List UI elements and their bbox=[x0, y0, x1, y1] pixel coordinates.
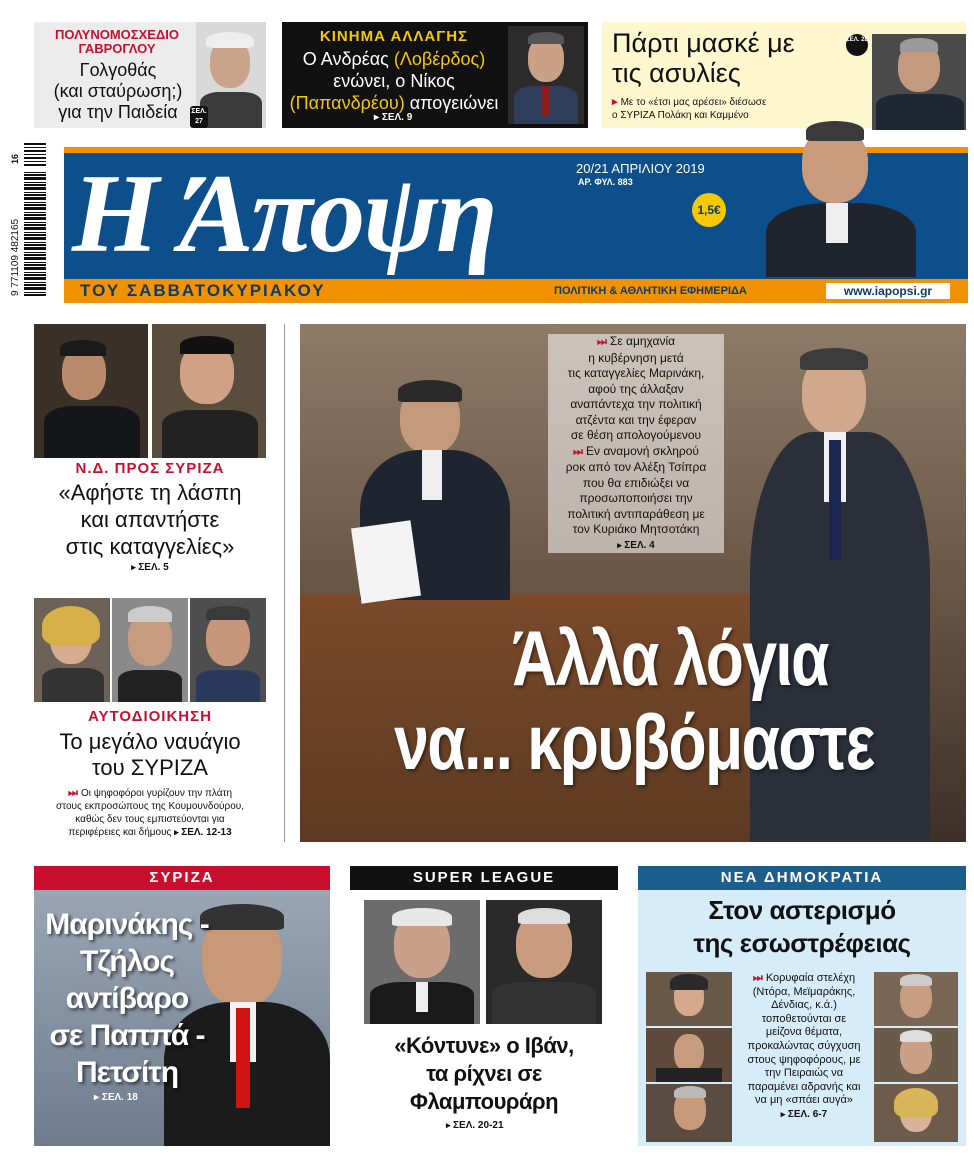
photo-polakis bbox=[766, 117, 916, 277]
barcode-digits: 9 771109 482165 bbox=[10, 218, 21, 296]
arrow-right-icon: ▸ bbox=[617, 539, 625, 550]
arrow-right-icon: ▸ bbox=[374, 112, 382, 123]
photo-bakoyanni bbox=[646, 972, 732, 1026]
teaser-kinal[interactable] bbox=[282, 22, 588, 128]
issue-date: 20/21 ΑΠΡΙΛΙΟΥ 2019 bbox=[576, 161, 705, 176]
arrow-right-icon: ▸ bbox=[94, 1092, 102, 1103]
story-headline: Το μεγάλο ναυάγιο του ΣΥΡΙΖΑ bbox=[59, 729, 241, 780]
teaser-headline: Ο Ανδρέας (Λοβέρδος) ενώνει, ο Νίκος (Παπανδρέου) απογειώνει bbox=[289, 49, 499, 113]
photo-loverdos bbox=[508, 26, 584, 124]
teaser-summary: ▸ Με το «έτσι μας αρέσει» διέσωσε ο ΣΥΡΙΖΑ Πολάκη και Καμμένο bbox=[612, 96, 767, 121]
teaser-headline: Πάρτι μασκέ με τις ασυλίες bbox=[612, 28, 795, 88]
section-bar: ΝΕΑ ΔΗΜΟΚΡΑΤΙΑ bbox=[638, 866, 966, 890]
page-ref: ▸ ΣΕΛ. 18 bbox=[94, 1092, 138, 1103]
double-arrow-icon: ⏭ bbox=[67, 787, 81, 799]
bottom-superleague[interactable] bbox=[350, 866, 618, 1146]
double-arrow-icon: ⏭ bbox=[573, 445, 586, 458]
masthead-subtitle: ΤΟΥ ΣΑΒΒΑΤΟΚΥΡΙΑΚΟΥ bbox=[80, 281, 326, 300]
page-tag: ΣΕΛ. 27 bbox=[190, 106, 208, 128]
photo-man-glasses bbox=[190, 598, 266, 702]
arrow-right-icon: ▸ bbox=[780, 1108, 788, 1119]
photo-woman bbox=[34, 598, 110, 702]
page-ref: ▸ ΣΕΛ. 12-13 bbox=[174, 827, 232, 838]
page-ref: ▸ ΣΕΛ. 20-21 bbox=[446, 1120, 504, 1131]
teaser-kicker: ΠΟΛΥΝΟΜΟΣΧΕΔΙΟ ΓΑΒΡΟΓΛΟΥ bbox=[55, 27, 179, 56]
story-headline: Μαρινάκης - Τζήλος αντίβαρο σε Παππά - Πετσίτη bbox=[45, 908, 209, 1089]
photo-nd-woman bbox=[874, 1084, 958, 1142]
photo-savvidis bbox=[364, 900, 480, 1024]
price-badge: 1,5€ bbox=[692, 193, 726, 227]
double-arrow-icon: ⏭ bbox=[596, 336, 610, 348]
story-body: ⏭ Οι ψηφοφόροι γυρίζουν την πλάτη στους εκπροσώπους της Κουμουνδούρου, καθώς δεν τους εμπιστεύονται για περιφέρειες και δήμους ▸ ΣΕΛ. 12-13 bbox=[55, 787, 244, 838]
barcode-icon bbox=[24, 172, 46, 296]
page-tag: ΣΕΛ. 28 bbox=[846, 34, 868, 56]
page-ref: ▸ ΣΕΛ. 9 bbox=[374, 112, 413, 123]
barcode-icon bbox=[24, 142, 46, 166]
tagline: ΠΟΛΙΤΙΚΗ & ΑΘΛΗΤΙΚΗ ΕΦΗΜΕΡΙΔΑ bbox=[554, 285, 747, 297]
page-ref: ▸ ΣΕΛ. 4 bbox=[617, 539, 655, 551]
story-kicker: Ν.Δ. ΠΡΟΣ ΣΥΡΙΖΑ bbox=[75, 460, 225, 477]
photo-pavlopoulos bbox=[874, 1028, 958, 1082]
photo-man-gray bbox=[112, 598, 188, 702]
left-story-local-text bbox=[34, 708, 266, 839]
page-ref: ▸ ΣΕΛ. 5 bbox=[131, 562, 169, 573]
story-headline: «Κόντυνε» ο Ιβάν, τα ρίχνει σε Φλαμπουράρη bbox=[394, 1033, 574, 1114]
photo-kammenos bbox=[872, 34, 966, 130]
story-body: ⏭ Κορυφαία στελέχη (Ντόρα, Μεϊμαράκης, Δένδιας, κ.ά.) τοποθετούνται σε μείζονα θέματα, προκαλώντας σύγχυση στους ψηφοφόρους, με την Πειραιώς να παραμένει αδρανής και να μη «σπάει αυγά» ▸ ΣΕΛ. 6-7 bbox=[736, 972, 872, 1122]
teaser-education[interactable] bbox=[34, 22, 266, 128]
arrow-right-icon: ▸ bbox=[131, 562, 139, 572]
photo-dendias bbox=[646, 1028, 732, 1082]
teaser-kicker: ΚΙΝΗΜΑ ΑΛΛΑΓΗΣ bbox=[319, 28, 469, 45]
story-headline: «Αφήστε τη λάσπη και απαντήστε στις καταγγελίες» bbox=[58, 480, 242, 559]
masthead bbox=[64, 147, 968, 303]
website-link[interactable]: www.iapopsi.gr bbox=[826, 283, 950, 299]
barcode: 16 9 771109 482165 bbox=[10, 140, 50, 296]
left-story-nd-text bbox=[34, 460, 266, 573]
left-story-local[interactable] bbox=[34, 598, 266, 702]
section-bar: SUPER LEAGUE bbox=[350, 866, 618, 890]
photo-meimarakis bbox=[874, 972, 958, 1026]
arrow-right-icon: ▸ bbox=[446, 1120, 454, 1130]
story-headline: Στον αστερισμό της εσωστρέφειας bbox=[693, 895, 911, 958]
issue-number: ΑΡ. ΦΥΛ. 883 bbox=[578, 177, 633, 187]
story-kicker: ΑΥΤΟΔΙΟΙΚΗΣΗ bbox=[88, 708, 212, 725]
lead-bullets: ⏭ Σε αμηχανία η κυβέρνηση μετά τις καταγγελίες Μαρινάκη, αφού της άλλαξαν αναπάντεχα την πολιτική ατζέντα και την έφεραν σε θέση απολογούμενου ⏭ Εν αναμονή σκληρού ροκ από τον Αλέξη Τσίπρα που θα επιδιώξει να προσωποποιήσει την πολιτική αντιπαράθεση με τον Κυριάκο Μητσοτάκη ▸ ΣΕΛ. 4 bbox=[548, 334, 724, 553]
bottom-nd[interactable] bbox=[638, 866, 966, 1146]
arrow-right-icon: ▸ bbox=[612, 96, 621, 108]
masthead-title: Η Άποψη bbox=[72, 152, 496, 276]
photo-nd-member bbox=[646, 1084, 732, 1142]
photo-pappas bbox=[34, 324, 148, 458]
column-divider bbox=[284, 324, 285, 842]
teaser-immunities[interactable] bbox=[602, 22, 966, 128]
teaser-headline: Γολγοθάς (και σταύρωση;) για την Παιδεία bbox=[53, 60, 183, 122]
double-arrow-icon: ⏭ bbox=[752, 972, 766, 984]
left-story-nd[interactable] bbox=[34, 324, 266, 458]
page-ref: ▸ ΣΕΛ. 6-7 bbox=[780, 1108, 828, 1120]
section-bar: ΣΥΡΙΖΑ bbox=[34, 866, 330, 890]
bottom-syriza[interactable] bbox=[34, 866, 330, 1146]
lead-headline: Άλλα λόγια να... κρυβόμαστε bbox=[394, 614, 874, 786]
photo-flabourari bbox=[486, 900, 602, 1024]
photo-man-smiling bbox=[152, 324, 266, 458]
arrow-right-icon: ▸ bbox=[174, 827, 182, 837]
